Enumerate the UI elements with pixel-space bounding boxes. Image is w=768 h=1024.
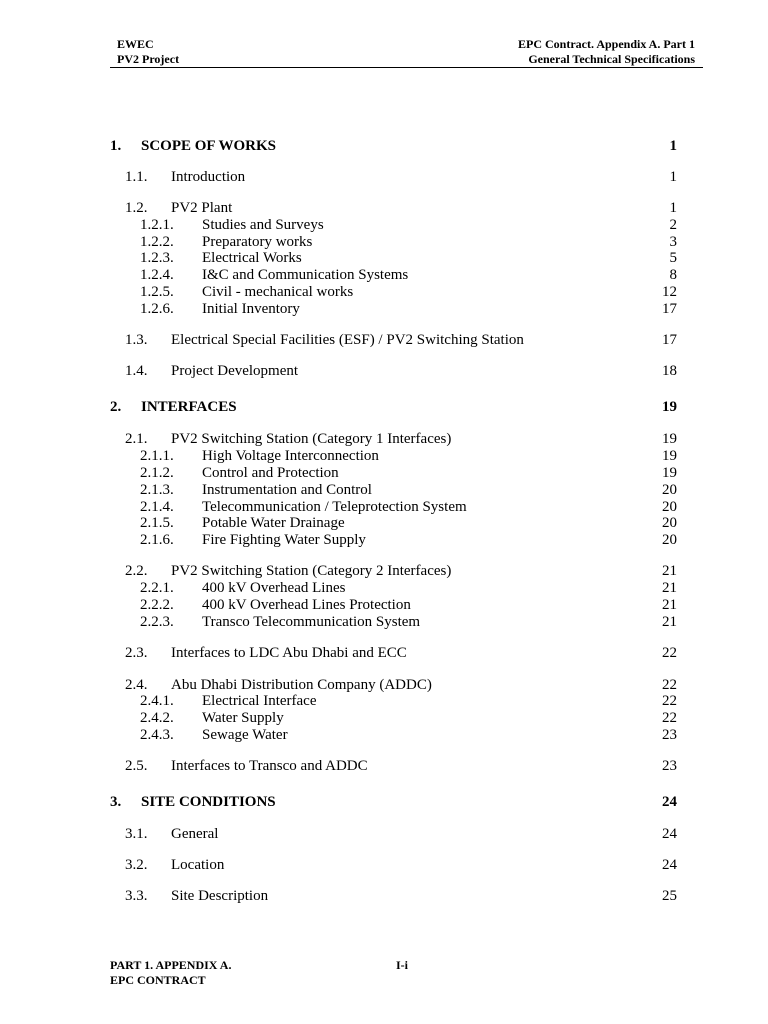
toc-entry-number: 1.4. [125, 363, 148, 379]
toc-entry [125, 430, 677, 448]
toc-entry-page: 24 [662, 857, 677, 873]
toc-entry-title: 400 kV Overhead Lines [202, 580, 346, 596]
toc-entry [125, 825, 677, 843]
toc-entry [140, 709, 677, 727]
toc-entry-title: Civil - mechanical works [202, 284, 354, 300]
toc-entry [140, 249, 677, 267]
toc-entry-number: 2.2.2. [140, 597, 174, 613]
toc-entry [110, 137, 677, 155]
toc-entry-page: 21 [662, 563, 677, 579]
toc-entry-page: 20 [662, 532, 677, 548]
toc-entry-number: 3.2. [125, 857, 148, 873]
toc-entry-number: 1.2.5. [140, 284, 174, 300]
toc-entry-number: 3. [110, 794, 122, 810]
toc-entry [140, 596, 677, 614]
toc-entry-page: 8 [669, 267, 677, 283]
toc-entry-page: 22 [662, 645, 677, 661]
toc-entry-page: 23 [662, 758, 677, 774]
toc-entry [140, 283, 677, 301]
toc-entry-number: 2.1.2. [140, 465, 174, 481]
toc-entry-title: Interfaces to LDC Abu Dhabi and ECC [171, 645, 407, 661]
toc-entry-number: 2.4.2. [140, 710, 174, 726]
toc-entry [125, 199, 677, 217]
toc-entry-page: 20 [662, 499, 677, 515]
toc-entry-page: 21 [662, 580, 677, 596]
toc-entry-title: Instrumentation and Control [202, 482, 372, 498]
toc-entry-title: Initial Inventory [202, 301, 300, 317]
toc-entry-number: 1.2.1. [140, 217, 174, 233]
toc-entry-title: Control and Protection [202, 465, 339, 481]
toc-entry-number: 2.1.1. [140, 448, 174, 464]
toc-entry [125, 168, 677, 186]
toc-entry-title: Telecommunication / Teleprotection System [202, 499, 467, 515]
toc-entry [110, 398, 677, 416]
toc-entry-title: Preparatory works [202, 234, 313, 250]
toc-entry-number: 1. [110, 138, 122, 154]
toc-entry-page: 20 [662, 515, 677, 531]
toc-entry-title: Project Development [171, 363, 299, 379]
toc-entry-title: PV2 Plant [171, 200, 233, 216]
toc-entry-number: 3.1. [125, 826, 148, 842]
toc-entry-title: Water Supply [202, 710, 284, 726]
toc-entry-page: 24 [662, 826, 677, 842]
toc-entry-title: SCOPE OF WORKS [141, 138, 277, 154]
toc-entry [140, 447, 677, 465]
toc-entry-page: 22 [662, 693, 677, 709]
toc-entry-title: Electrical Works [202, 250, 302, 266]
toc-entry-page: 1 [669, 200, 677, 216]
toc-entry-page: 18 [662, 363, 677, 379]
toc-entry-page: 12 [662, 284, 677, 300]
toc-entry-number: 2.3. [125, 645, 148, 661]
toc-entry-title: General [171, 826, 219, 842]
toc-entry-number: 2.1.6. [140, 532, 174, 548]
toc-entry-title: PV2 Switching Station (Category 2 Interfaces) [171, 563, 452, 579]
toc-entry-title: Introduction [171, 169, 246, 185]
toc-entry-page: 23 [662, 727, 677, 743]
toc-entry-number: 1.2.6. [140, 301, 174, 317]
toc-entry-title: Electrical Special Facilities (ESF) / PV2 Switching Station [171, 332, 524, 348]
toc-entry-title: Fire Fighting Water Supply [202, 532, 366, 548]
toc-entry-title: Transco Telecommunication System [202, 614, 421, 630]
toc-entry-number: 2.4.1. [140, 693, 174, 709]
toc-entry-title: INTERFACES [141, 399, 237, 415]
toc-entry [140, 531, 677, 549]
toc-entry-page: 24 [662, 794, 677, 810]
toc-entry-number: 2. [110, 399, 122, 415]
toc-entry [140, 464, 677, 482]
toc-entry [110, 793, 677, 811]
toc-entry [140, 216, 677, 234]
toc-entry [125, 644, 677, 662]
toc-entry-number: 2.4. [125, 677, 148, 693]
toc-entry-title: Abu Dhabi Distribution Company (ADDC) [171, 677, 432, 693]
toc-entry-number: 1.2. [125, 200, 148, 216]
toc-entry [125, 562, 677, 580]
toc-entry [125, 757, 677, 775]
toc-entry [125, 856, 677, 874]
toc-entry-title: Potable Water Drainage [202, 515, 345, 531]
toc-entry-page: 19 [662, 465, 677, 481]
toc-entry-number: 3.3. [125, 888, 148, 904]
header-document-title: EPC Contract. Appendix A. Part 1 [518, 37, 695, 51]
toc-entry-page: 19 [662, 448, 677, 464]
toc-entry [125, 331, 677, 349]
header-left [117, 37, 179, 67]
toc-entry-number: 1.3. [125, 332, 148, 348]
toc-entry-page: 22 [662, 710, 677, 726]
toc-entry-number: 2.2.3. [140, 614, 174, 630]
toc-entry-number: 2.1.5. [140, 515, 174, 531]
toc-entry-title: PV2 Switching Station (Category 1 Interfaces) [171, 431, 452, 447]
toc-entry-page: 21 [662, 597, 677, 613]
toc-entry-number: 1.2.3. [140, 250, 174, 266]
toc-entry-page: 22 [662, 677, 677, 693]
toc-entry-number: 1.2.4. [140, 267, 174, 283]
toc-entry [140, 726, 677, 744]
toc-entry [140, 579, 677, 597]
toc-entry-number: 1.1. [125, 169, 148, 185]
header-document-subtitle: General Technical Specifications [528, 52, 695, 66]
footer-contract: EPC CONTRACT [110, 973, 206, 987]
toc-entry-title: SITE CONDITIONS [141, 794, 276, 810]
toc-entry-number: 1.2.2. [140, 234, 174, 250]
toc-entry-page: 19 [662, 399, 677, 415]
toc-entry-page: 5 [669, 250, 677, 266]
toc-entry-number: 2.1.4. [140, 499, 174, 515]
footer-left [110, 958, 231, 988]
toc-entry [140, 692, 677, 710]
toc-entry-page: 17 [662, 301, 677, 317]
toc-entry-title: Site Description [171, 888, 269, 904]
toc-entry [125, 362, 677, 380]
toc-entry-title: Location [171, 857, 225, 873]
toc-entry-page: 1 [669, 138, 677, 154]
toc-entry-title: 400 kV Overhead Lines Protection [202, 597, 411, 613]
toc-entry-number: 2.1. [125, 431, 148, 447]
toc-entry-title: Interfaces to Transco and ADDC [171, 758, 368, 774]
toc-entry-number: 2.2. [125, 563, 148, 579]
toc-entry [140, 266, 677, 284]
toc-entry-page: 1 [669, 169, 677, 185]
toc-entry-title: Studies and Surveys [202, 217, 324, 233]
toc-entry-page: 2 [669, 217, 677, 233]
toc-entry [140, 300, 677, 318]
toc-entry-page: 21 [662, 614, 677, 630]
toc-entry [140, 514, 677, 532]
toc-entry-page: 3 [669, 234, 677, 250]
toc-entry-number: 2.5. [125, 758, 148, 774]
footer-part: PART 1. APPENDIX A. [110, 958, 232, 972]
footer-page-number: I-i [396, 958, 408, 972]
toc-entry-title: Electrical Interface [202, 693, 317, 709]
toc-entry-title: Sewage Water [202, 727, 288, 743]
toc-entry-number: 2.4.3. [140, 727, 174, 743]
header-right [518, 37, 695, 67]
toc-entry-page: 19 [662, 431, 677, 447]
toc-entry-number: 2.1.3. [140, 482, 174, 498]
toc-entry-page: 20 [662, 482, 677, 498]
toc-entry-page: 17 [662, 332, 677, 348]
toc-entry [140, 481, 677, 499]
toc-entry [125, 887, 677, 905]
toc-entry-title: High Voltage Interconnection [202, 448, 379, 464]
toc-entry [140, 613, 677, 631]
header-organization: EWEC [117, 37, 154, 51]
toc-entry-title: I&C and Communication Systems [202, 267, 409, 283]
toc-entry-page: 25 [662, 888, 677, 904]
header-project: PV2 Project [117, 52, 180, 66]
toc-entry-number: 2.2.1. [140, 580, 174, 596]
header-rule [110, 67, 703, 68]
